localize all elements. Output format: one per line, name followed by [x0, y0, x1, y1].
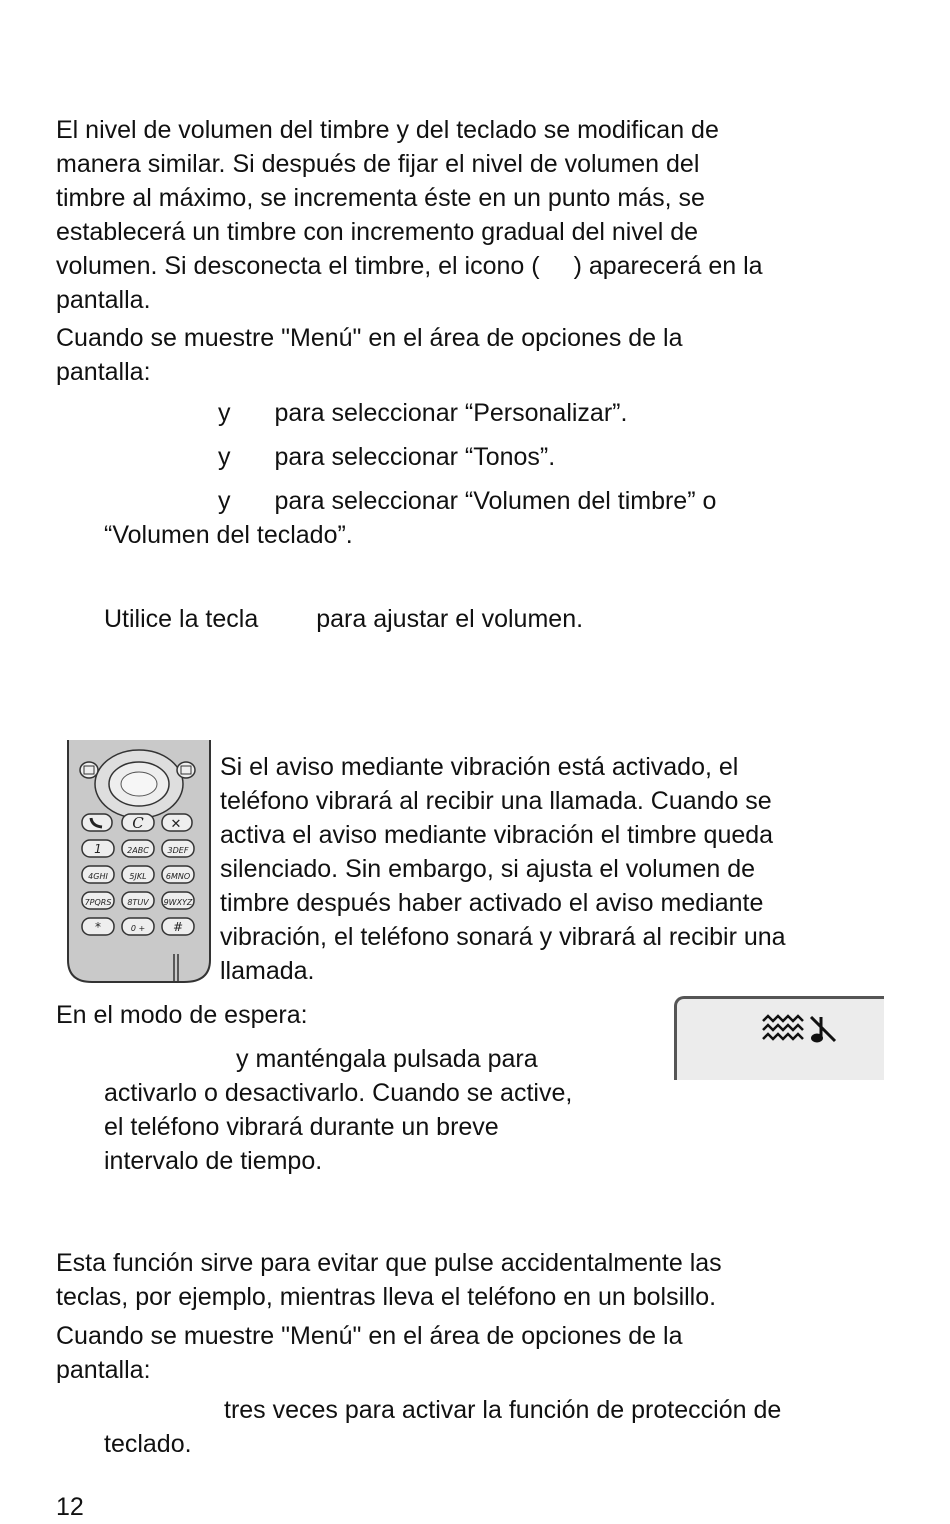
vibrate-silent-icon [761, 1013, 841, 1049]
volume-step-2 [218, 440, 555, 474]
step-connector: y [218, 487, 231, 515]
vibration-step [104, 1042, 664, 1178]
text-fragment: ) aparecerá en la [573, 252, 763, 280]
step-text: para ajustar el volumen. [316, 605, 584, 633]
text-line: manera similar. Si después de fijar el nivel de volumen del [56, 150, 700, 178]
text-line: teclas, por ejemplo, mientras lleva el teléfono en un bolsillo. [56, 1283, 717, 1311]
volume-menu-prompt [56, 321, 886, 389]
text-line: pantalla. [56, 286, 151, 314]
phone-key-label: 2ABC [127, 846, 149, 855]
keylock-menu-prompt [56, 1319, 886, 1387]
phone-key-label: 9WXYZ [163, 898, 193, 907]
phone-key-label: 7PQRS [84, 898, 112, 907]
text-line: teléfono vibrará al recibir una llamada. Cuando se [220, 787, 772, 815]
text-line: timbre después haber activado el aviso mediante [220, 889, 764, 917]
keylock-step: tres veces para activar la función de protección de [224, 1396, 782, 1424]
phone-keypad-illustration [62, 740, 216, 984]
text-line: llamada. [220, 957, 315, 985]
phone-key-label: 4GHI [88, 872, 108, 881]
step-text: para seleccionar “Volumen del timbre” o [274, 487, 717, 515]
phone-illustration-svg [62, 740, 216, 984]
status-display [674, 996, 884, 1080]
phone-key-label: # [172, 920, 184, 934]
text-line: intervalo de tiempo. [104, 1147, 323, 1175]
page-number: 12 [56, 1493, 84, 1521]
step-text: para seleccionar “Personalizar”. [274, 399, 628, 427]
phone-key-label: 5JKL [129, 872, 147, 881]
text-line: pantalla: [56, 358, 151, 386]
text-line: Esta función sirve para evitar que pulse accidentalmente las [56, 1249, 722, 1277]
text-line: Si el aviso mediante vibración está activado, el [220, 753, 739, 781]
phone-key-label: 0 + [130, 924, 146, 933]
text-line: vibración, el teléfono sonará y vibrará al recibir una [220, 923, 786, 951]
phone-key-label: * [95, 920, 101, 934]
icon-line [56, 249, 886, 283]
text-line: silenciado. Sin embargo, si ajusta el volumen de [220, 855, 756, 883]
svg-text:✕: ✕ [170, 817, 182, 832]
volume-step-3-cont: “Volumen del teclado”. [104, 521, 353, 549]
phone-key-label: 8TUV [127, 898, 149, 907]
text-line: el teléfono vibrará durante un breve [104, 1113, 499, 1141]
text-line: Cuando se muestre "Menú" en el área de opciones de la [56, 1322, 683, 1350]
keylock-description [56, 1246, 886, 1314]
volume-intro [56, 113, 886, 317]
text-line: timbre al máximo, se incrementa éste en un punto más, se [56, 184, 705, 212]
step-text: Utilice la tecla [104, 605, 259, 633]
volume-step-4 [104, 602, 583, 636]
standby-label: En el modo de espera: [56, 1001, 308, 1029]
step-connector: y [218, 399, 231, 427]
text-line: y manténgala pulsada para [236, 1045, 538, 1073]
volume-step-3 [218, 484, 716, 518]
phone-key-label: 6MNO [165, 872, 191, 881]
step-text: para seleccionar “Tonos”. [274, 443, 556, 471]
vibration-description [220, 750, 890, 988]
text-line: Cuando se muestre "Menú" en el área de opciones de la [56, 324, 683, 352]
text-line: pantalla: [56, 1356, 151, 1384]
volume-step-1 [218, 396, 627, 430]
text-line: establecerá un timbre con incremento gradual del nivel de [56, 218, 699, 246]
keylock-step-cont: teclado. [104, 1430, 192, 1458]
text-line: activa el aviso mediante vibración el timbre queda [220, 821, 774, 849]
svg-text:C: C [132, 814, 144, 832]
text-fragment: volumen. Si desconecta el timbre, el icono ( [56, 252, 540, 280]
step-connector: y [218, 443, 231, 471]
text-line: activarlo o desactivarlo. Cuando se active, [104, 1079, 573, 1107]
phone-key-label: 1 [94, 842, 102, 856]
text-line: El nivel de volumen del timbre y del teclado se modifican de [56, 116, 719, 144]
phone-key-label: 3DEF [167, 846, 189, 855]
